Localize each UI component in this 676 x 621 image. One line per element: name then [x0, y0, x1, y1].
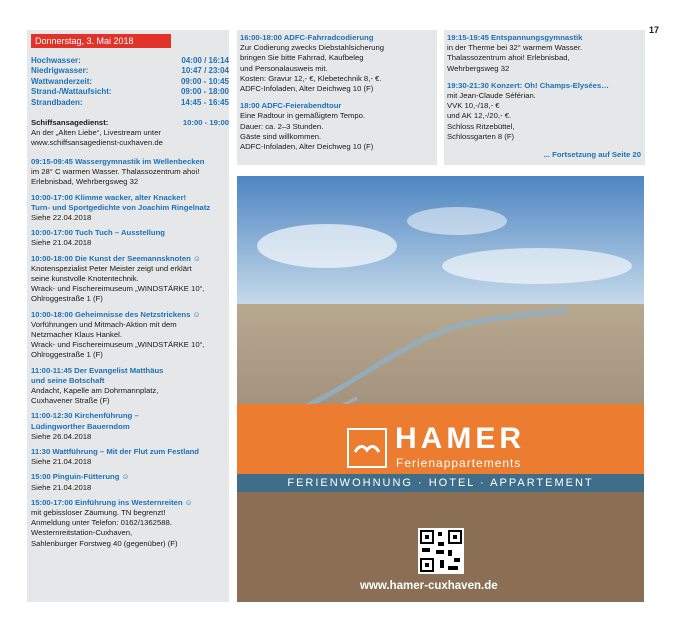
tide-row	[31, 98, 229, 108]
event-detail: Siehe 21.04.2018	[31, 238, 92, 248]
event-detail: Gäste sind willkommen.	[240, 131, 322, 141]
event-title: 10:00-18:00 Geheimnisse des Netzstrickens ☺	[31, 309, 201, 319]
event-block	[31, 254, 227, 305]
tide-table	[31, 56, 229, 108]
event-block	[31, 472, 227, 492]
event-title: 15:00-17:00 Einführung ins Westernreiten ☺	[31, 497, 193, 507]
tide-value: 09:00 - 18:00	[180, 87, 229, 97]
event-title: 16:00-18:00 ADFC-Fahrradcodierung	[240, 33, 374, 42]
event-detail: Ohlroggestraße 1 (F)	[31, 294, 103, 304]
event-detail: seine kunstvolle Knotentechnik.	[31, 274, 139, 283]
tide-row	[31, 66, 229, 76]
event-detail: Siehe 26.04.2018	[31, 431, 92, 441]
event-detail: ADFC-Infoladen, Alter Deichweg 10 (F)	[240, 84, 374, 94]
right-column	[444, 30, 645, 165]
schiff-time: 10:00 - 19:00	[182, 118, 229, 127]
event-detail: Anmeldung unter Telefon: 0162/1362588.	[31, 518, 172, 528]
event-detail: Ohlroggestraße 1 (F)	[31, 350, 103, 360]
event-title: 19:15-19:45 Entspannungsgymnastik	[447, 33, 583, 42]
event-detail: Kosten: Gravur 12,- €, Klebetechnik 8,- €.	[240, 73, 382, 83]
date-heading: Donnerstag, 3. Mai 2018	[31, 34, 171, 48]
event-detail: bringen Sie bitte Fahrrad, Kaufbeleg	[240, 53, 364, 63]
event-block	[447, 81, 645, 142]
left-column	[27, 30, 229, 602]
event-title: 11:00-11:45 Der Evangelist Matthäus	[31, 365, 164, 375]
event-title: Turn- und Sportgedichte von Joachim Ringelnatz	[31, 202, 211, 212]
schiff-line2: www.schiffsansagedienst-cuxhaven.de	[31, 138, 163, 148]
event-detail: Andacht, Kapelle am Dohrmannplatz,	[31, 386, 159, 395]
event-block	[31, 228, 227, 248]
event-detail: Westernreitstation-Cuxhaven,	[31, 528, 133, 538]
event-detail: Erlebnisbad, Wehrbergsweg 32	[31, 177, 139, 187]
qr-code-icon	[418, 528, 464, 574]
page-number: 17	[649, 25, 660, 35]
schiff-title: Schiffsansagedienst:	[31, 118, 109, 127]
event-block	[31, 366, 227, 407]
gull-logo-icon	[347, 428, 387, 468]
event-detail: Siehe 21.04.2018	[31, 457, 92, 467]
event-detail: Siehe 21.04.2018	[31, 482, 92, 492]
tide-label: Strandbaden:	[31, 97, 83, 107]
schiff-line1: An der „Alten Liebe“, Livestream unter	[31, 128, 161, 138]
event-title: 11:00-12:30 Kirchenführung –	[31, 411, 139, 421]
event-detail: Sahlenburger Forstweg 40 (gegenüber) (F)	[31, 538, 178, 548]
event-block	[31, 310, 227, 361]
event-detail: Zur Codierung zwecks Diebstahlsicherung	[240, 43, 384, 53]
event-detail: im 28° C warmen Wasser. Thalassozentrum ahoi!	[31, 167, 200, 177]
middle-column	[237, 30, 437, 165]
tide-value: 04:00 / 16:14	[181, 56, 229, 65]
event-detail: und AK 12,-/20,- €.	[447, 111, 512, 121]
event-title: 11:30 Wattführung – Mit der Flut zum Festland	[31, 447, 199, 456]
event-detail: Schlossgarten 8 (F)	[447, 131, 515, 141]
event-title: 15:00 Pinguin-Fütterung ☺	[31, 472, 130, 482]
event-detail: mit Jean-Claude Séférian.	[447, 91, 536, 100]
event-title: 10:00-18:00 Die Kunst der Seemannsknoten ☺	[31, 253, 201, 263]
continued-note: ... Fortsetzung auf Seite 20	[543, 150, 641, 159]
event-block	[31, 498, 227, 549]
event-detail: Schloss Ritzebüttel,	[447, 121, 515, 131]
event-detail: Vorführungen und Mitmach-Aktion mit dem	[31, 319, 177, 329]
event-detail: Eine Radtour in gemäßigtem Tempo.	[240, 111, 366, 121]
event-detail: Cuxhavener Straße (F)	[31, 396, 110, 406]
brand-name: HAMER	[395, 422, 525, 455]
event-detail: und Personalausweis mit.	[240, 63, 328, 73]
tagline: FERIENWOHNUNG · HOTEL · APPARTEMENT	[237, 474, 644, 492]
event-detail: Netzmacher Klaus Hankel.	[31, 330, 123, 339]
event-title: 10:00-17:00 Klimme wacker, alter Knacker!	[31, 192, 187, 202]
event-title: 09:15-09:45 Wassergymnastik im Wellenbecken	[31, 157, 205, 166]
event-block	[447, 33, 645, 74]
tide-label: Hochwasser:	[31, 56, 81, 65]
event-detail: VVK 10,-/18,- €	[447, 101, 500, 111]
brand-subtitle: Ferienappartements	[396, 456, 522, 470]
event-detail: in der Therme bei 32° warmem Wasser.	[447, 43, 583, 53]
event-block	[31, 447, 227, 467]
schiff-block	[31, 118, 227, 149]
event-detail: Dauer: ca. 2–3 Stunden.	[240, 121, 324, 131]
event-block	[240, 33, 438, 94]
event-title: 18:00 ADFC-Feierabendtour	[240, 101, 342, 111]
event-detail: Wrack- und Fischereimuseum „WINDSTÄRKE 10“,	[31, 284, 205, 294]
event-detail: ADFC-Infoladen, Alter Deichweg 10 (F)	[240, 142, 374, 151]
event-title: 19:30-21:30 Konzert: Oh! Champs-Elysées…	[447, 80, 609, 90]
website-link[interactable]: www.hamer-cuxhaven.de	[360, 580, 498, 592]
tide-label: Wattwanderzeit:	[31, 76, 93, 86]
tide-value: 10:47 / 23:04	[181, 66, 229, 76]
tide-value: 14:45 - 16:45	[180, 97, 229, 107]
event-detail: Wehrbergsweg 32	[447, 63, 510, 73]
tide-label: Niedrigwasser:	[31, 66, 89, 76]
event-detail: Knotenspezialist Peter Meister zeigt und erklärt	[31, 263, 192, 273]
event-detail: Thalassozentrum ahoi! Erlebnisbad,	[447, 53, 570, 63]
event-block	[31, 193, 227, 224]
event-title: Lüdingworther Bauerndom	[31, 421, 130, 431]
event-title: 10:00-17:00 Tuch Tuch – Ausstellung	[31, 228, 165, 238]
hamer-advertisement	[237, 176, 644, 602]
brand-banner	[237, 404, 644, 474]
tide-row	[31, 87, 229, 97]
event-detail: Siehe 22.04.2018	[31, 213, 92, 222]
event-block	[31, 157, 227, 188]
tide-row	[31, 56, 229, 66]
event-title: und seine Botschaft	[31, 375, 105, 385]
event-block	[31, 411, 227, 442]
tide-row	[31, 77, 229, 87]
event-detail: mit gebissloser Zäumung. TN begrenzt!	[31, 508, 166, 517]
event-detail: Wrack- und Fischereimuseum „WINDSTÄRKE 10“,	[31, 340, 205, 350]
tide-label: Strand-/Wattaufsicht:	[31, 87, 112, 97]
tide-value: 09:00 - 10:45	[180, 76, 229, 86]
event-block	[240, 101, 438, 152]
